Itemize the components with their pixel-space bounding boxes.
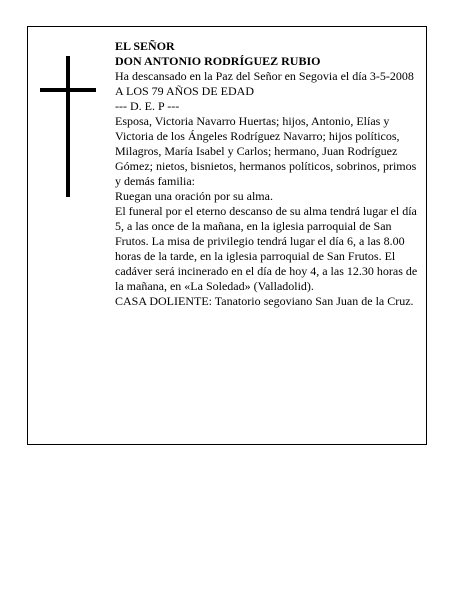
mourning-house: CASA DOLIENTE: Tanatorio segoviano San Juan de la Cruz. xyxy=(115,294,414,308)
cross-vertical-bar xyxy=(66,56,70,197)
rip-line: --- D. E. P --- xyxy=(115,99,180,113)
prayer-request: Ruegan una oración por su alma. xyxy=(115,189,273,203)
age-statement: A LOS 79 AÑOS DE EDAD xyxy=(115,84,255,98)
cross-horizontal-bar xyxy=(40,88,96,92)
cross-icon xyxy=(40,56,96,197)
obituary-notice xyxy=(27,26,427,445)
family-list: Esposa, Victoria Navarro Huertas; hijos, Antonio, Elías y Victoria de los Ángeles Rodríguez Navarro; hijos políticos, Milagros, María Isabel y Carlos; hermano, Juan Rodríguez Gómez; nietos, bisnietos, hermanos políticos, sobrinos, primos y demás familia: xyxy=(115,114,417,188)
obituary-text xyxy=(115,39,419,309)
funeral-details: El funeral por el eterno descanso de su alma tendrá lugar el día 5, a las once de la mañana, en la iglesia parroquial de San Frutos. La misa de privilegio tendrá lugar el día 6, a las 8.00 horas de la tarde, en la iglesia parroquial de San Frutos. El cadáver será incinerado en el día de hoy 4, a las 12.30 horas de la mañana, en «La Soledad» (Valladolid). xyxy=(115,204,418,293)
rest-statement: Ha descansado en la Paz del Señor en Segovia el día 3-5-2008 xyxy=(115,69,414,83)
deceased-name: DON ANTONIO RODRÍGUEZ RUBIO xyxy=(115,54,321,68)
title-line-1: EL SEÑOR xyxy=(115,39,175,53)
